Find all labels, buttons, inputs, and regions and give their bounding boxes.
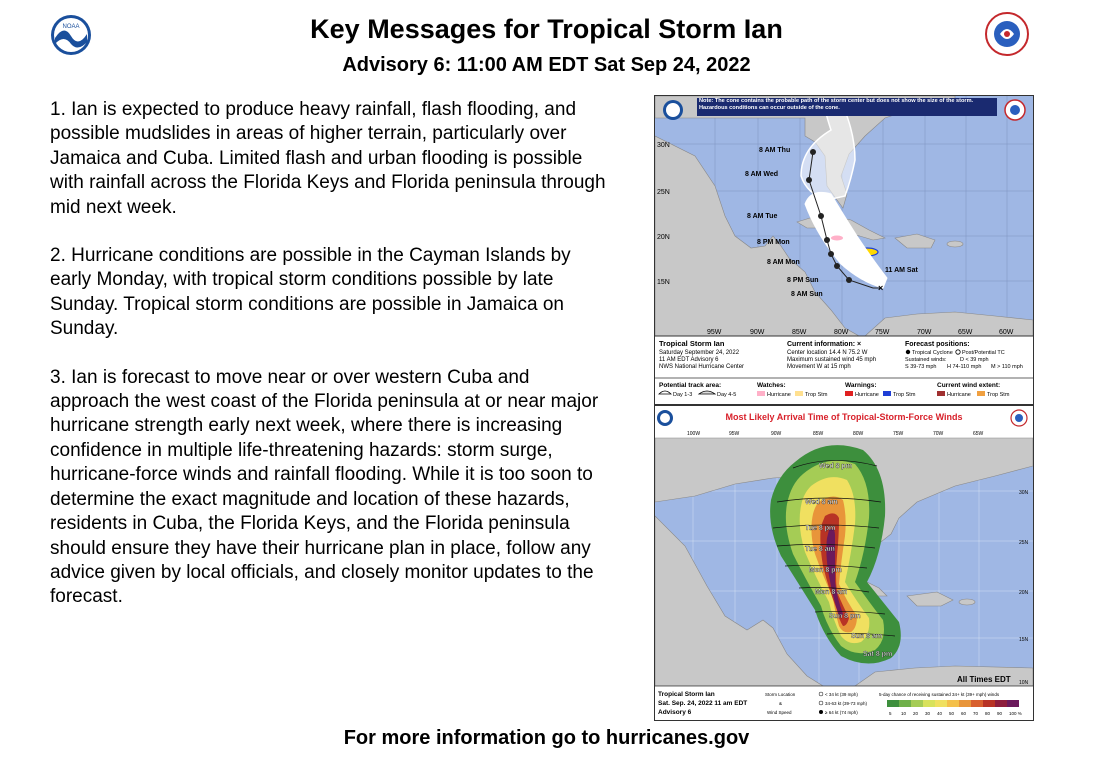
cone-info-line: NWS National Hurricane Center <box>659 364 745 370</box>
track-label: 8 AM Sun <box>791 291 823 298</box>
cone-map-graphic <box>655 96 1033 404</box>
wind-extent-item: Trop Stm <box>987 392 1010 398</box>
arrival-time-label: Sun 8 am <box>851 633 883 640</box>
speed-item: ≥ 64 kt (74 mph) <box>825 710 858 715</box>
chance-scale-swatch <box>983 700 995 707</box>
storm-location-label: Storm Location <box>765 692 796 697</box>
footer-link-text: For more information go to hurricanes.gov <box>343 727 750 749</box>
lat-label: 25N <box>1019 540 1029 546</box>
lon-label: 100W <box>687 431 701 437</box>
chance-scale-label: 30 <box>925 711 931 716</box>
forecast-positions-title: Forecast positions: <box>905 341 970 348</box>
lon-label: 85W <box>792 329 807 336</box>
cone-info-line: 11 AM EDT Advisory 6 <box>659 357 719 363</box>
watch-item: Trop Stm <box>805 392 828 398</box>
lon-label: 95W <box>729 431 740 437</box>
lat-label: 30N <box>1019 490 1029 496</box>
forecast-line: Sustained winds: <box>905 357 947 363</box>
chance-scale-label: 40 <box>937 711 943 716</box>
chance-scale-swatch <box>995 700 1007 707</box>
lon-label: 65W <box>958 329 973 336</box>
arrival-time-label: Tue 8 am <box>805 546 835 553</box>
lon-label: 65W <box>973 431 984 437</box>
lon-label: 95W <box>707 329 722 336</box>
forecast-cone-map <box>654 95 1034 405</box>
cone-info-line: Saturday September 24, 2022 <box>659 350 740 356</box>
warnings-title: Warnings: <box>845 382 877 389</box>
arrival-map-graphic <box>655 406 1033 720</box>
lat-label: 15N <box>657 279 670 286</box>
lat-label: 20N <box>657 234 670 241</box>
arrival-info-line: Advisory 6 <box>658 709 692 716</box>
key-message-3: 3. Ian is forecast to move near or over western Cuba and approach the west coast of the Florida peninsula at or near major hurricane strength early next week, where there is increasing confidence in multiple life-threatening hazards: storm surge, hurricane-force winds and rainfall flooding. While it is too soon to determine the exact magnitude and location of these hazards, residents in Cuba, the Florida Keys, and the Florida peninsula should ensure they have their hurricane plan in place, follow any advice given by local officials, and closely monitor updates to the forecast. <box>50 366 599 608</box>
key-message-2: 2. Hurricane conditions are possible in the Cayman Islands by early Monday, with tropical storm conditions possible by late Sunday. Tropical storm conditions are possible in Jamaica on Sunday. <box>50 245 571 340</box>
lon-label: 75W <box>875 329 890 336</box>
chance-scale-swatch <box>971 700 983 707</box>
track-area-item: Day 4-5 <box>717 392 737 398</box>
track-label: 8 PM Sun <box>787 277 819 284</box>
warning-item: Hurricane <box>855 392 879 398</box>
chance-scale-swatch <box>959 700 971 707</box>
advisory-subtitle: Advisory 6: 11:00 AM EDT Sat Sep 24, 2022 <box>342 54 751 76</box>
lon-label: 85W <box>813 431 824 437</box>
chance-scale-swatch <box>1007 700 1019 707</box>
chance-scale-swatch <box>887 700 899 707</box>
current-info-line: Movement W at 15 mph <box>787 364 851 370</box>
current-info-line: Maximum sustained wind 45 mph <box>787 357 877 363</box>
arrival-info-line: Sat. Sep. 24, 2022 11 am EDT <box>658 700 748 707</box>
current-info-line: Center location 14.4 N 75.2 W <box>787 350 868 356</box>
track-label: 8 AM Wed <box>745 171 779 178</box>
arrival-time-label: Sun 8 pm <box>829 613 861 620</box>
chance-scale-label: 20 <box>913 711 919 716</box>
wind-extent-item: Hurricane <box>947 392 971 398</box>
svg-text:×: × <box>878 283 884 293</box>
speed-item: < 34 kt (39 mph) <box>825 692 858 697</box>
lat-label: 25N <box>657 189 670 196</box>
svg-text:NOAA: NOAA <box>62 24 80 30</box>
track-label: 8 PM Mon <box>757 239 790 246</box>
lat-label: 15N <box>1019 637 1029 643</box>
speed-item: 34-63 kt (39-73 mph) <box>825 701 868 706</box>
arrival-time-label: Tue 8 pm <box>805 525 836 532</box>
forecast-line: H 74-110 mph <box>947 364 982 370</box>
arrival-time-label: Mon 8 am <box>815 589 848 596</box>
arrival-time-label: Sat 8 pm <box>863 651 893 658</box>
lon-label: 90W <box>750 329 765 336</box>
warning-item: Trop Stm <box>893 392 916 398</box>
chance-scale-label: 50 <box>949 711 955 716</box>
arrival-map-title: Most Likely Arrival Time of Tropical-Storm-Force Winds <box>725 412 963 422</box>
wind-extent-title: Current wind extent: <box>937 382 1001 389</box>
lon-label: 80W <box>834 329 849 336</box>
lon-label: 75W <box>893 431 904 437</box>
lon-label: 80W <box>853 431 864 437</box>
chance-scale-swatch <box>935 700 947 707</box>
arrival-time-map <box>654 405 1034 721</box>
track-area-title: Potential track area: <box>659 382 722 389</box>
chance-scale-label: 80 <box>985 711 991 716</box>
watch-item: Hurricane <box>767 392 791 398</box>
track-label: 8 AM Tue <box>747 213 778 220</box>
page-title: Key Messages for Tropical Storm Ian <box>310 14 783 44</box>
arrival-info-line: Tropical Storm Ian <box>658 691 715 698</box>
chance-scale-swatch <box>947 700 959 707</box>
watches-title: Watches: <box>757 382 786 389</box>
lat-label: 30N <box>657 142 670 149</box>
chance-scale-label: 60 <box>961 711 967 716</box>
lon-label: 90W <box>771 431 782 437</box>
forecast-line: Tropical Cyclone <box>912 350 953 356</box>
lat-label: 20N <box>1019 590 1029 596</box>
legend-amp: & <box>779 701 783 706</box>
chance-scale-label: 90 <box>997 711 1003 716</box>
chance-scale-swatch <box>923 700 935 707</box>
current-info-title: Current information: × <box>787 341 862 348</box>
wind-speed-label: Wind Speed <box>767 710 792 715</box>
arrival-time-label: Wed 8 pm <box>819 463 852 470</box>
arrival-time-label: Mon 8 pm <box>809 567 842 574</box>
key-messages <box>50 98 610 634</box>
track-label: 8 AM Thu <box>759 147 791 154</box>
forecast-line: S 39-73 mph <box>905 364 937 370</box>
lat-label: 10N <box>1019 680 1029 686</box>
chance-scale-swatch <box>911 700 923 707</box>
chance-scale-label: 5 <box>889 711 892 716</box>
lon-label: 70W <box>933 431 944 437</box>
chance-scale-label: 70 <box>973 711 979 716</box>
lon-label: 60W <box>999 329 1014 336</box>
all-times-label: All Times EDT <box>957 675 1011 684</box>
chance-scale-label: 100 % <box>1009 711 1022 716</box>
cone-info-title: Tropical Storm Ian <box>659 339 725 348</box>
track-label: 8 AM Mon <box>767 259 800 266</box>
arrival-time-label: Wed 8 am <box>805 499 838 506</box>
chance-scale-label: 10 <box>901 711 907 716</box>
forecast-line: Post/Potential TC <box>962 350 1005 356</box>
forecast-line: M > 110 mph <box>991 364 1023 370</box>
key-message-1: 1. Ian is expected to produce heavy rainfall, flash flooding, and possible mudslides in areas of higher terrain, particularly over Jamaica and Cuba. Limited flash and urban flooding is possible with rainfall across the Florida Keys and Florida peninsula through mid next week. <box>50 99 606 218</box>
chance-scale-swatch <box>899 700 911 707</box>
lon-label: 70W <box>917 329 932 336</box>
chance-title: 5-day chance of receiving sustained 34+ kt (39+ mph) winds <box>879 692 1000 697</box>
track-label: 11 AM Sat <box>885 267 918 274</box>
cone-note: Note: The cone contains the probable path of the storm center but does not show the size of the storm. Hazardous conditions can occur outside of the cone. <box>699 98 974 111</box>
forecast-line: D < 39 mph <box>960 357 989 363</box>
track-area-item: Day 1-3 <box>673 392 693 398</box>
